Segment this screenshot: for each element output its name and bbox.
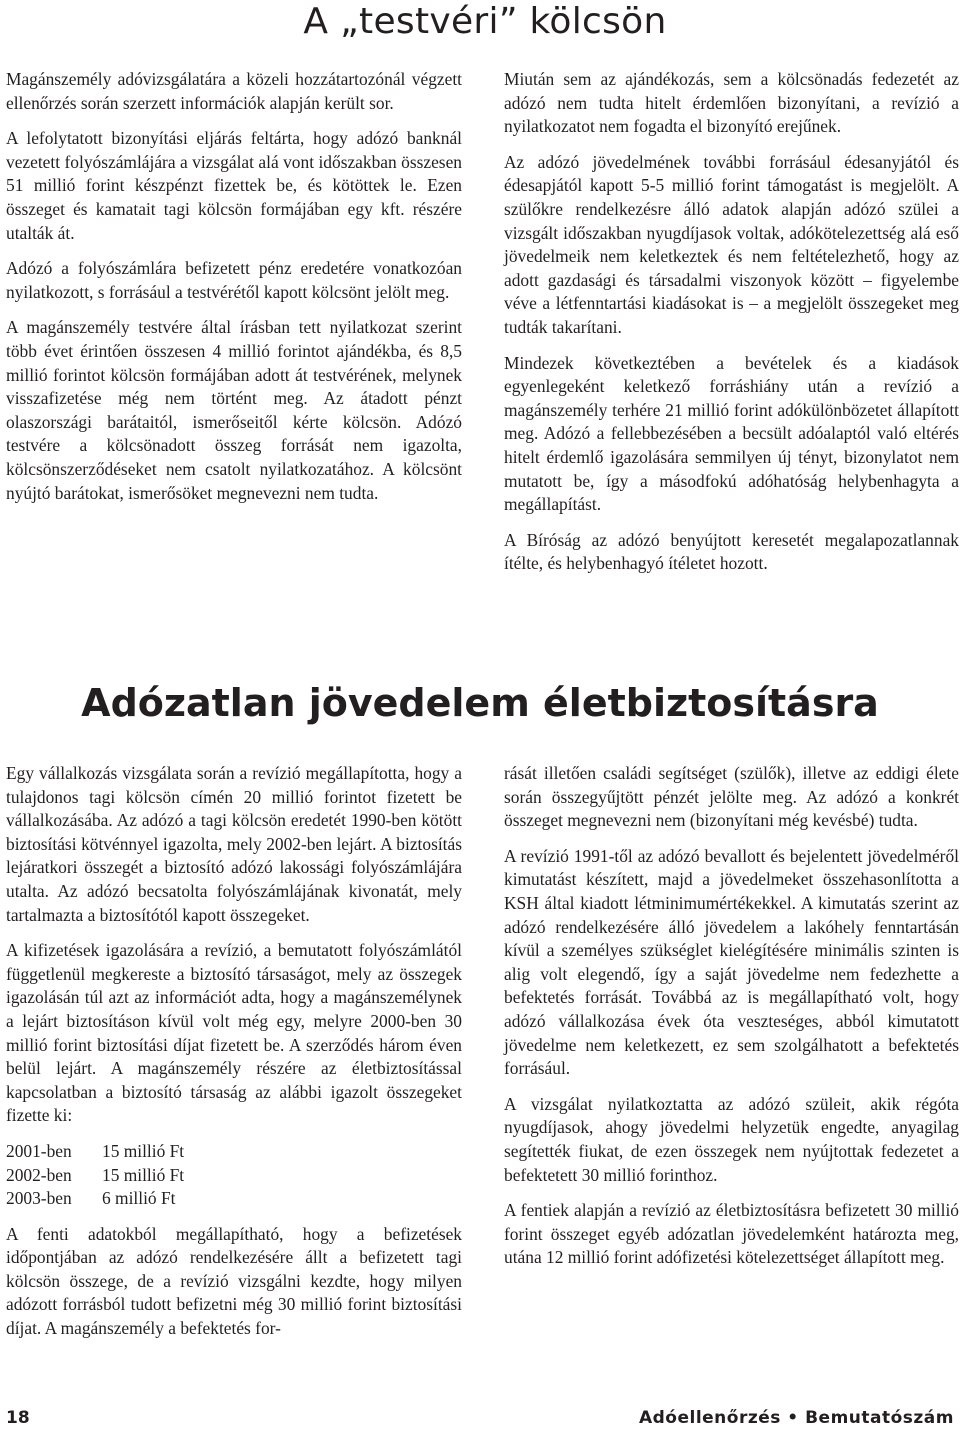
paragraph: A magánszemély testvére által írásban tett nyilatkozat szerint több évet érintően összesen 4 millió forintot ajándékba, és 8,5 millió forintot kölcsön formájában adott át testvérének, melynek visszafizetése még nem történt meg. Az átadott pénzt olaszországi barátaitól, ismerőseitől kérte kölcsön. Adózó testvére a kölcsönadott összeg forrását nem igazolta, kölcsönszerződéseket nem csatolt nyilatkozatához. A kölcsönt nyújtó barátokat, ismerősöket megnevezni nem tudta. <box>6 317 462 503</box>
payment-list <box>6 1140 462 1211</box>
page-footer <box>0 1408 960 1434</box>
paragraph: A kifizetések igazolására a revízió, a bemutatott folyószámlától függetlenül megkereste a biztosító társaságot, mely az összegek igazolásán túl azt az információt adta, hogy a magánszemélynek a lejárt biztosításon kívül volt még egy, melyre 2000-ben 30 millió forint biztosítási díjat fizetett be. A szerződés három éven belül lejárt. A magánszemély részére az életbiztosítással kapcsolatban a biztosító társaság az alábbi igazolt összegeket fizette ki: <box>6 940 462 1126</box>
paragraph: Adózó a folyószámlára befizetett pénz eredetére vonatkozóan nyilatkozott, s forrásául a testvérétől kapott kölcsönt jelölt meg. <box>6 258 462 302</box>
payment-row <box>6 1164 462 1188</box>
paragraph: A fenti adatokból megállapítható, hogy a befizetések időpontjában az adózó rendelkezésére állt a befizetett tagi kölcsön összege, de a revízió vizsgálni kezdte, hogy milyen adózott forrásból tudott befizetni még 30 millió forint biztosítási díjat. A magánszemély a befektetés for- <box>6 1223 462 1339</box>
paragraph: Mindezek következtében a bevételek és a kiadások egyenlegeként keletkező forráshiány után a revízió a magánszemély terhére 21 millió forint adókülönbözetet állapított meg. Adózó a fellebbezésében a becsült adóalaptól való eltérés hitelt érdemlő igazolására semmilyen új tényt, bizonylatot nem mutatott be, így a másodfokú adóhatóság helybenhagyta a megállapítást. <box>504 352 959 515</box>
journal-name: Adóellenőrzés • Bemutatószám <box>638 1408 954 1428</box>
paragraph: A Bíróság az adózó benyújtott keresetét megalapozatlannak ítélte, és helybenhagyó ítéletet hozott. <box>504 529 959 574</box>
page-number: 18 <box>6 1408 30 1428</box>
paragraph: A lefolytatott bizonyítási eljárás feltárta, hogy adózó banknál vezetett folyószámlájára a vizsgálat alá vont időszakban összesen 51 millió forint készpénzt fizettek be, és kötöttek le. Ezen összeget és kamatait tagi kölcsön formájában egy kft. részére utalták át. <box>6 128 462 243</box>
article1-right-column <box>504 68 959 588</box>
paragraph: A fentiek alapján a revízió az életbiztosításra befizetett 30 millió forint összeget egyéb adózatlan jövedelemként határozta meg, utána 12 millió forint adófizetési kötelezettséget állapított meg. <box>504 1200 959 1268</box>
article2-left-column <box>6 762 462 1353</box>
paragraph: A revízió 1991-től az adózó bevallott és bejelentett jövedelméről kimutatást készített, majd a jövedelmeket összehasonlította a KSH által kiadott létminimumértékekkel. A kimutatás szerint az adózó rendelkezésére álló jövedelem a lakóhely fenntartásán kívül a személyes szükséglet kielégítésére minimális szinten is alig volt elegendő, így a saját jövedelme nem fedezhette a befektetés forrását. Továbbá az is megállapítható volt, hogy adózó vállalkozása évek óta veszteséges, abból kimutatott jövedelme nem keletkezett, ez sem szolgálhatott a befektetés forrásául. <box>504 845 959 1079</box>
payment-row <box>6 1140 462 1164</box>
article-title-adozatlan-jovedelem: Adózatlan jövedelem életbiztosításra <box>81 681 879 725</box>
payment-year: 2002-ben <box>6 1164 72 1185</box>
payment-amount: 15 millió Ft <box>102 1140 185 1161</box>
paragraph: Miután sem az ajándékozás, sem a kölcsönadás fedezetét az adózó nem tudta hitelt érdemlően bizonyítani, a revízió a nyilatkozatot nem fogadta el bizonyító erejűnek. <box>504 69 959 137</box>
article-title-testveri-kolcson: A „testvéri” kölcsön <box>303 1 667 42</box>
payment-year: 2003-ben <box>6 1188 72 1209</box>
paragraph: rását illetően családi segítséget (szülők), illetve az eddigi élete során összegyűjtött pénzét jelölte meg. Az adózó a konkrét összeget megnevezni nem (bizonyítani még kevésbé) tudta. <box>504 763 959 831</box>
payment-row <box>6 1187 462 1211</box>
payment-amount: 15 millió Ft <box>102 1164 185 1185</box>
payment-year: 2001-ben <box>6 1140 72 1161</box>
paragraph: Magánszemély adóvizsgálatára a közeli hozzátartozónál végzett ellenőrzés során szerzett információk alapján került sor. <box>6 69 462 113</box>
article1-left-column <box>6 68 462 517</box>
paragraph: A vizsgálat nyilatkoztatta az adózó szüleit, akik régóta nyugdíjasok, ahogy jövedelmi helyzetük engedte, anyagilag segítették fiukat, de ezen összegek nem nyújtottak fedezetet a befektetett 30 millió forinthoz. <box>504 1093 959 1185</box>
paragraph: Egy vállalkozás vizsgálata során a revízió megállapította, hogy a tulajdonos tagi kölcsön címén 20 millió forintot fizetett be vállalkozásába. Az adózó a tagi kölcsön eredetét 1990-ben kötött biztosítási kötvénnyel igazolta, mely 2002-ben lejárt. A biztosítás lejáratkori összegét a biztosító adózó lakossági folyószámlájára utalta. Az adózó becsatolta folyószámlájának kivonatát, mely tartalmazta a biztosítótól kapott összegeket. <box>6 763 462 925</box>
article2-right-column <box>504 762 959 1282</box>
payment-amount: 6 millió Ft <box>102 1188 176 1209</box>
paragraph: Az adózó jövedelmének további forrásául édesanyjától és édesapjától kapott 5-5 millió forint támogatást is megjelölt. A szülőkre rendelkezésre álló adatok alapján adózó szülei a vizsgált időszakban nyugdíjasok voltak, adókötelezettség alá eső jövedelmeik nem keletkeztek és nem feltételezhető, hogy az adott gazdasági és társadalmi viszonyok között – figyelembe véve a létfenntartási kiadásokat is – a megjelölt összegeket meg tudták takarítani. <box>504 151 959 337</box>
